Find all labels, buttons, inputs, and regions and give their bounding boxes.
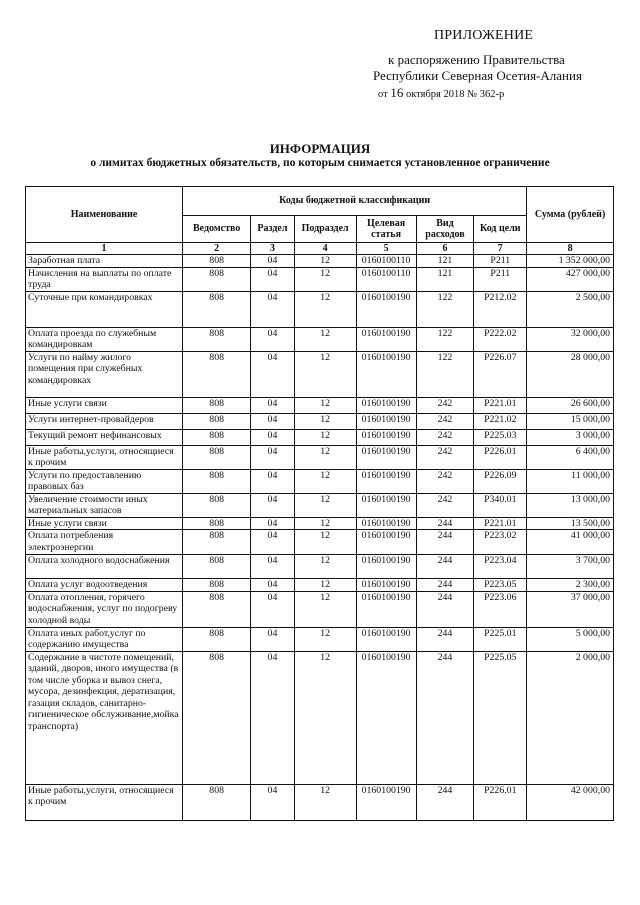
cell-target: 0160100190 [356,579,416,592]
cell-goal-code: Р226.09 [474,469,527,493]
cell-sum: 6 400,00 [527,445,614,469]
cell-section: 04 [251,327,294,351]
cell-dept: 808 [183,255,251,268]
cell-exp-type: 242 [416,429,474,445]
cell-sum: 32 000,00 [527,327,614,351]
table-row [26,784,614,820]
cell-name: Содержание в чистоте помещений, зданий, дворов, иного имущества (в том числе уборка и вывоз снега, мусора, дезинфекция, дератизация, газация складов, санитарно-гигиеническое обслуживание,мойка транспорта) [26,651,183,784]
table-row [26,429,614,445]
cell-dept: 808 [183,627,251,651]
cell-target: 0160100190 [356,555,416,579]
cell-target: 0160100190 [356,291,416,327]
table-row [26,469,614,493]
table-row [26,517,614,530]
cell-exp-type: 244 [416,517,474,530]
cell-dept: 808 [183,351,251,397]
col-number: 4 [294,243,356,255]
cell-subsection: 12 [294,651,356,784]
table-row [26,267,614,291]
cell-dept: 808 [183,651,251,784]
cell-sum: 11 000,00 [527,469,614,493]
cell-exp-type: 244 [416,579,474,592]
cell-section: 04 [251,255,294,268]
appendix-heading: ПРИЛОЖЕНИЕ [434,28,534,43]
cell-subsection: 12 [294,429,356,445]
cell-goal-code: Р223.06 [474,591,527,627]
cell-section: 04 [251,413,294,429]
cell-name: Суточные при командировках [26,291,183,327]
cell-subsection: 12 [294,493,356,517]
cell-section: 04 [251,267,294,291]
cell-sum: 3 700,00 [527,555,614,579]
cell-goal-code: Р225.03 [474,429,527,445]
header-subsection: Подраздел [294,216,356,243]
cell-name: Услуги по предоставлению правовых баз [26,469,183,493]
cell-sum: 26 600,00 [527,397,614,413]
table-row [26,255,614,268]
table-row [26,651,614,784]
appendix-date [378,85,504,101]
header-sum: Сумма (рублей) [527,187,614,243]
cell-name: Оплата услуг водоотведения [26,579,183,592]
cell-target: 0160100110 [356,267,416,291]
cell-sum: 2 300,00 [527,579,614,592]
cell-exp-type: 244 [416,555,474,579]
col-number: 5 [356,243,416,255]
cell-name: Оплата иных работ,услуг по содержанию имущества [26,627,183,651]
cell-name: Иные работы,услуги, относящиеся к прочим [26,784,183,820]
cell-name: Услуги по найму жилого помещения при служебных командировках [26,351,183,397]
cell-name: Оплата потребления электроэнергии [26,530,183,555]
cell-subsection: 12 [294,413,356,429]
cell-subsection: 12 [294,469,356,493]
cell-name: Иные работы,услуги, относящиеся к прочим [26,445,183,469]
cell-sum: 2 000,00 [527,651,614,784]
cell-section: 04 [251,429,294,445]
table-row [26,579,614,592]
cell-subsection: 12 [294,397,356,413]
cell-subsection: 12 [294,530,356,555]
cell-subsection: 12 [294,291,356,327]
cell-target: 0160100190 [356,784,416,820]
cell-dept: 808 [183,267,251,291]
cell-exp-type: 122 [416,351,474,397]
cell-goal-code: Р221.01 [474,517,527,530]
cell-sum: 28 000,00 [527,351,614,397]
cell-exp-type: 121 [416,267,474,291]
header-dept: Ведомство [183,216,251,243]
table-row [26,445,614,469]
cell-name: Текущий ремонт нефинансовых [26,429,183,445]
cell-goal-code: Р226.01 [474,784,527,820]
cell-dept: 808 [183,591,251,627]
cell-section: 04 [251,579,294,592]
cell-name: Оплата отопления, горячего водоснабжения, услуг по подогреву холодной воды [26,591,183,627]
table-row [26,397,614,413]
cell-dept: 808 [183,555,251,579]
cell-target: 0160100190 [356,429,416,445]
cell-goal-code: Р222.02 [474,327,527,351]
cell-section: 04 [251,784,294,820]
cell-subsection: 12 [294,784,356,820]
cell-exp-type: 244 [416,530,474,555]
cell-goal-code: Р225.01 [474,627,527,651]
cell-goal-code: Р221.02 [474,413,527,429]
cell-section: 04 [251,351,294,397]
col-number: 7 [474,243,527,255]
cell-dept: 808 [183,291,251,327]
cell-exp-type: 122 [416,291,474,327]
cell-section: 04 [251,445,294,469]
cell-goal-code: Р340.01 [474,493,527,517]
cell-subsection: 12 [294,591,356,627]
header-exp-type: Вид расходов [416,216,474,243]
header-goal-code: Код цели [474,216,527,243]
cell-goal-code: Р221.01 [474,397,527,413]
cell-goal-code: Р226.07 [474,351,527,397]
document-title: ИНФОРМАЦИЯ [269,141,371,156]
cell-sum: 13 500,00 [527,517,614,530]
date-prefix: от [378,89,391,100]
cell-sum: 1 352 000,00 [527,255,614,268]
cell-exp-type: 242 [416,469,474,493]
cell-dept: 808 [183,579,251,592]
cell-target: 0160100190 [356,351,416,397]
cell-sum: 13 000,00 [527,493,614,517]
table-row [26,555,614,579]
cell-target: 0160100190 [356,413,416,429]
cell-target: 0160100190 [356,651,416,784]
col-number: 3 [251,243,294,255]
cell-dept: 808 [183,397,251,413]
cell-name: Заработная плата [26,255,183,268]
cell-section: 04 [251,530,294,555]
document-subtitle: о лимитах бюджетных обязательств, по которым снимается установленное ограничение [90,157,550,169]
col-number: 8 [527,243,614,255]
cell-subsection: 12 [294,445,356,469]
cell-goal-code: Р211 [474,267,527,291]
cell-exp-type: 122 [416,327,474,351]
cell-target: 0160100190 [356,327,416,351]
table-row [26,493,614,517]
cell-section: 04 [251,291,294,327]
cell-exp-type: 242 [416,445,474,469]
cell-target: 0160100190 [356,469,416,493]
cell-exp-type: 242 [416,413,474,429]
cell-sum: 3 000,00 [527,429,614,445]
cell-name: Услуги интернет-провайдеров [26,413,183,429]
cell-target: 0160100190 [356,445,416,469]
cell-section: 04 [251,591,294,627]
appendix-block [0,0,640,120]
cell-name: Оплата проезда по служебным командировкам [26,327,183,351]
cell-sum: 42 000,00 [527,784,614,820]
cell-goal-code: Р225.05 [474,651,527,784]
cell-sum: 15 000,00 [527,413,614,429]
cell-section: 04 [251,627,294,651]
cell-exp-type: 244 [416,651,474,784]
cell-dept: 808 [183,327,251,351]
cell-section: 04 [251,651,294,784]
cell-exp-type: 244 [416,784,474,820]
cell-goal-code: Р223.04 [474,555,527,579]
cell-sum: 37 000,00 [527,591,614,627]
table-row [26,291,614,327]
cell-name: Начисления на выплаты по оплате труда [26,267,183,291]
table-row [26,327,614,351]
col-number: 6 [416,243,474,255]
appendix-line-2: Республики Северная Осетия-Алания [373,68,582,83]
limits-table [25,186,614,821]
cell-exp-type: 244 [416,627,474,651]
table-row [26,591,614,627]
table-row [26,413,614,429]
cell-goal-code: Р211 [474,255,527,268]
cell-target: 0160100190 [356,591,416,627]
cell-dept: 808 [183,530,251,555]
cell-subsection: 12 [294,327,356,351]
cell-section: 04 [251,469,294,493]
header-section: Раздел [251,216,294,243]
cell-subsection: 12 [294,255,356,268]
cell-subsection: 12 [294,517,356,530]
cell-exp-type: 121 [416,255,474,268]
cell-dept: 808 [183,784,251,820]
cell-target: 0160100110 [356,255,416,268]
cell-dept: 808 [183,493,251,517]
cell-dept: 808 [183,469,251,493]
cell-sum: 2 500,00 [527,291,614,327]
column-number-row [26,243,614,255]
table-body [26,255,614,821]
appendix-line-1: к распоряжению Правительства [388,52,565,67]
cell-name: Увеличение стоимости иных материальных запасов [26,493,183,517]
cell-name: Иные услуги связи [26,517,183,530]
cell-dept: 808 [183,445,251,469]
cell-target: 0160100190 [356,397,416,413]
cell-section: 04 [251,517,294,530]
table-row [26,351,614,397]
cell-section: 04 [251,493,294,517]
table-row [26,627,614,651]
cell-target: 0160100190 [356,530,416,555]
cell-exp-type: 242 [416,493,474,517]
cell-dept: 808 [183,517,251,530]
cell-target: 0160100190 [356,517,416,530]
cell-goal-code: Р226.01 [474,445,527,469]
cell-subsection: 12 [294,555,356,579]
cell-goal-code: Р223.02 [474,530,527,555]
cell-subsection: 12 [294,627,356,651]
cell-goal-code: Р212.02 [474,291,527,327]
cell-dept: 808 [183,413,251,429]
cell-exp-type: 242 [416,397,474,413]
header-name: Наименование [26,187,183,243]
cell-target: 0160100190 [356,627,416,651]
date-day: 16 [390,85,404,100]
date-rest: октября 2018 № 362-р [403,89,505,100]
header-target: Целевая статья [356,216,416,243]
cell-sum: 41 000,00 [527,530,614,555]
cell-target: 0160100190 [356,493,416,517]
col-number: 1 [26,243,183,255]
col-number: 2 [183,243,251,255]
table-row [26,530,614,555]
cell-exp-type: 244 [416,591,474,627]
cell-name: Иные услуги связи [26,397,183,413]
cell-dept: 808 [183,429,251,445]
cell-name: Оплата холодного водоснабжения [26,555,183,579]
cell-sum: 427 000,00 [527,267,614,291]
cell-subsection: 12 [294,351,356,397]
cell-section: 04 [251,555,294,579]
cell-subsection: 12 [294,579,356,592]
cell-subsection: 12 [294,267,356,291]
cell-sum: 5 000,00 [527,627,614,651]
cell-section: 04 [251,397,294,413]
cell-goal-code: Р223.05 [474,579,527,592]
header-codes-group: Коды бюджетной классификации [183,187,527,216]
